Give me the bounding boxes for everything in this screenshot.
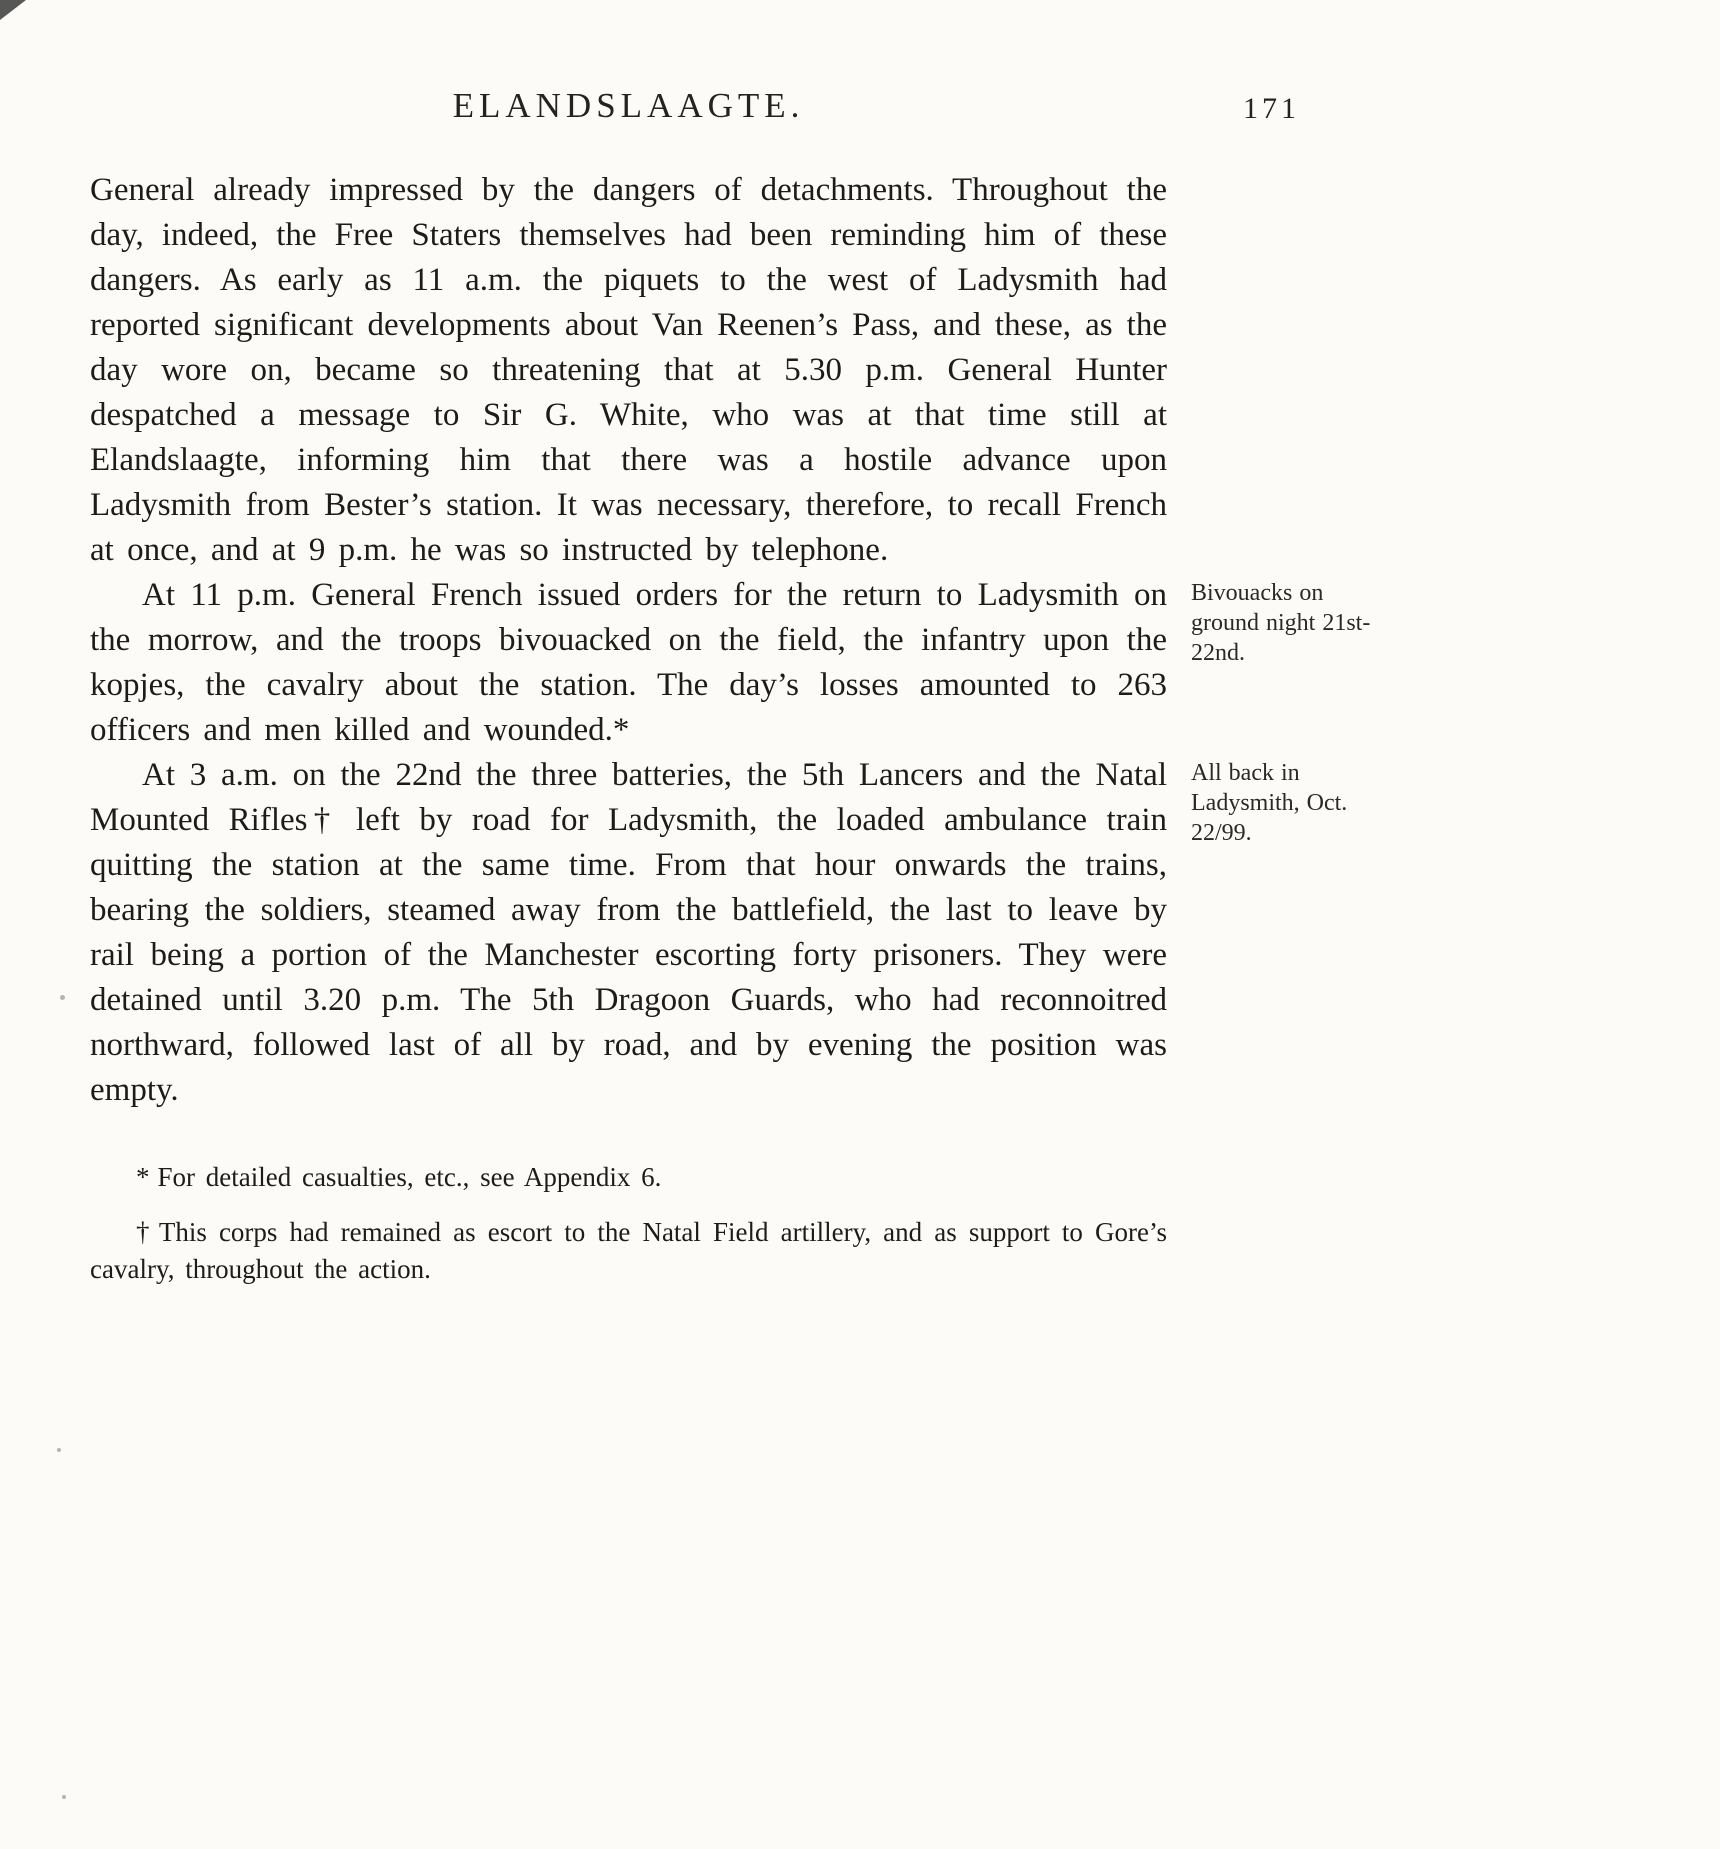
footnote-marker-dagger: † [136, 1217, 151, 1247]
page-title: ELANDSLAAGTE. [452, 86, 805, 125]
footnote-text: For detailed casualties, etc., see Appendix 6. [157, 1162, 662, 1192]
footnote [90, 1214, 1167, 1288]
footnote-text: This corps had remained as escort to the Natal Field artillery, and as support to Gore’s cavalry, throughout the action. [90, 1217, 1167, 1284]
paragraph [90, 573, 1371, 753]
paragraph [90, 753, 1348, 1113]
paragraph-text: At 3 a.m. on the 22nd the three batteries, the 5th Lancers and the Natal Mounted Rifles† left by road for Ladysmith, the loaded ambulance train quitting the station at the same time. From that hour onwards the trains, bearing the soldiers, steamed away from the battlefield, the last to leave by rail being a portion of the Manchester escorting forty prisoners. They were detained until 3.20 p.m. The 5th Dragoon Guards, who had reconnoitred northward, followed last of all by road, and by evening the position was empty. [90, 757, 1167, 1108]
page-number: 171 [1243, 92, 1300, 125]
margin-note-bivouacks: Bivouacks on ground night 21st-22nd. [1191, 580, 1371, 666]
body-text [90, 168, 1371, 1113]
margin-note-all-back: All back in Ladysmith, Oct. 22/99. [1191, 760, 1348, 846]
paragraph [90, 168, 1167, 573]
footnotes [90, 1159, 1167, 1288]
scan-speckle [57, 1448, 61, 1452]
paragraph-text: General already impressed by the dangers of detachments. Throughout the day, indeed, the Free Staters themselves had been reminding him of these dangers. As early as 11 a.m. the piquets to the west of Ladysmith had reported significant developments about Van Reenen’s Pass, and these, as the day wore on, became so threatening that at 5.30 p.m. General Hunter despatched a message to Sir G. White, who was at that time still at Elandslaagte, informing him that there was a hostile advance upon Ladysmith from Bester’s station. It was necessary, therefore, to recall French at once, and at 9 p.m. he was so instructed by telephone. [90, 172, 1167, 568]
footnote [90, 1159, 1167, 1196]
page-header [90, 86, 1167, 126]
scan-artifact-corner [0, 0, 26, 20]
paragraph-text: At 11 p.m. General French issued orders for the return to Ladysmith on the morrow, and the troops bivouacked on the field, the infantry upon the kopjes, the cavalry about the station. The day’s losses amounted to 263 officers and men killed and wounded.* [90, 577, 1167, 748]
scan-speckle [62, 1795, 66, 1799]
scan-speckle [60, 995, 65, 1000]
footnote-marker-asterisk: * [136, 1162, 150, 1192]
